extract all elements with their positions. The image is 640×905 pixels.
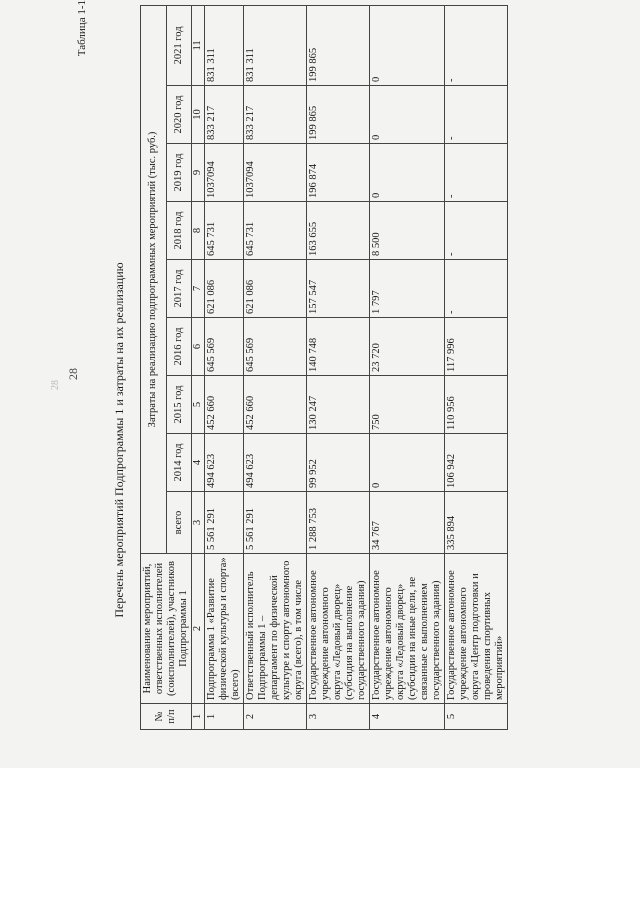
value-cell: 196 874 xyxy=(307,144,370,202)
value-cell: - xyxy=(445,202,508,260)
value-cell: 621 086 xyxy=(205,260,244,318)
table-row xyxy=(307,5,370,729)
value-cell: 452 660 xyxy=(205,376,244,434)
value-cell: - xyxy=(445,5,508,85)
index-cell: 8 xyxy=(192,202,205,260)
header-total: всего xyxy=(166,492,192,554)
value-cell: 645 569 xyxy=(244,318,307,376)
header-row-1 xyxy=(141,5,167,729)
value-cell: 130 247 xyxy=(307,376,370,434)
table-row xyxy=(370,5,445,729)
header-year: 2017 год xyxy=(166,260,192,318)
row-name: Государственное автономное учреждение автономного округа «Ледовый дворец» (субсидии на иные цели, не связанные с выполнением государственного задания) xyxy=(370,554,445,704)
value-cell: 831 311 xyxy=(205,5,244,85)
page-number: 28 xyxy=(66,368,80,380)
index-cell: 10 xyxy=(192,86,205,144)
value-cell: 23 720 xyxy=(370,318,445,376)
header-year: 2021 год xyxy=(166,5,192,85)
header-year: 2020 год xyxy=(166,86,192,144)
ghost-page-mark: 28 xyxy=(50,380,61,390)
header-year: 2016 год xyxy=(166,318,192,376)
index-cell: 2 xyxy=(192,554,205,704)
value-cell: 494 623 xyxy=(244,434,307,492)
value-cell: 1 288 753 xyxy=(307,492,370,554)
value-cell: 5 561 291 xyxy=(205,492,244,554)
value-cell: 335 894 xyxy=(445,492,508,554)
value-cell: - xyxy=(445,144,508,202)
value-cell: 157 547 xyxy=(307,260,370,318)
value-cell: 199 865 xyxy=(307,86,370,144)
header-year: 2019 год xyxy=(166,144,192,202)
row-number: 1 xyxy=(205,704,244,730)
value-cell: 0 xyxy=(370,86,445,144)
value-cell: 750 xyxy=(370,376,445,434)
value-cell: 0 xyxy=(370,144,445,202)
value-cell: 494 623 xyxy=(205,434,244,492)
header-no: № п/п xyxy=(141,704,192,730)
value-cell: 833 217 xyxy=(205,86,244,144)
value-cell: 831 311 xyxy=(244,5,307,85)
index-cell: 11 xyxy=(192,5,205,85)
header-year: 2014 год xyxy=(166,434,192,492)
table-row xyxy=(205,5,244,729)
value-cell: 117 996 xyxy=(445,318,508,376)
value-cell: 199 865 xyxy=(307,5,370,85)
row-number: 2 xyxy=(244,704,307,730)
index-cell: 4 xyxy=(192,434,205,492)
row-name: Государственное автономное учреждение автономного округа «Ледовый дворец» (субсидия на выполнение государственного задания) xyxy=(307,554,370,704)
value-cell: 140 748 xyxy=(307,318,370,376)
value-cell: 645 731 xyxy=(244,202,307,260)
row-name: Ответственный исполнитель Подпрограммы 1 – департамент по физической культуре и спорту автономного округа (всего), в том числе xyxy=(244,554,307,704)
value-cell: 621 086 xyxy=(244,260,307,318)
value-cell: 645 731 xyxy=(205,202,244,260)
index-cell: 9 xyxy=(192,144,205,202)
value-cell: 99 952 xyxy=(307,434,370,492)
value-cell: 163 655 xyxy=(307,202,370,260)
index-cell: 5 xyxy=(192,376,205,434)
row-number: 3 xyxy=(307,704,370,730)
row-number: 5 xyxy=(445,704,508,730)
value-cell: 34 767 xyxy=(370,492,445,554)
value-cell: 0 xyxy=(370,5,445,85)
value-cell: 5 561 291 xyxy=(244,492,307,554)
index-cell: 7 xyxy=(192,260,205,318)
value-cell: 106 942 xyxy=(445,434,508,492)
table-body xyxy=(205,5,508,729)
document-title: Перечень мероприятий Подпрограммы 1 и затраты на их реализацию xyxy=(112,262,126,618)
value-cell: 1 797 xyxy=(370,260,445,318)
index-cell: 1 xyxy=(192,704,205,730)
row-name: Подпрограмма 1 «Развитие физической культуры и спорта» (всего) xyxy=(205,554,244,704)
value-cell: 645 569 xyxy=(205,318,244,376)
index-cell: 3 xyxy=(192,492,205,554)
header-year: 2018 год xyxy=(166,202,192,260)
row-name: Государственное автономное учреждение автономного округа «Центр подготовки и проведения спортивных мероприятий» xyxy=(445,554,508,704)
header-year: 2015 год xyxy=(166,376,192,434)
costs-table xyxy=(140,5,508,730)
value-cell: 452 660 xyxy=(244,376,307,434)
value-cell: - xyxy=(445,260,508,318)
value-cell: 110 956 xyxy=(445,376,508,434)
table-row xyxy=(244,5,307,729)
table-reference: Таблица 1-1 xyxy=(76,0,88,57)
row-number: 4 xyxy=(370,704,445,730)
index-cell: 6 xyxy=(192,318,205,376)
column-index-row xyxy=(192,5,205,729)
value-cell: - xyxy=(445,86,508,144)
header-name: Наименование мероприятий, ответственных исполнителей (соисполнителей), участников Подпрограммы 1 xyxy=(141,554,192,704)
value-cell: 1037094 xyxy=(205,144,244,202)
header-costs-group: Затраты на реализацию подпрограммных мероприятий (тыс. руб.) xyxy=(141,5,167,553)
value-cell: 8 500 xyxy=(370,202,445,260)
value-cell: 833 217 xyxy=(244,86,307,144)
table-row xyxy=(445,5,508,729)
value-cell: 1037094 xyxy=(244,144,307,202)
value-cell: 0 xyxy=(370,434,445,492)
